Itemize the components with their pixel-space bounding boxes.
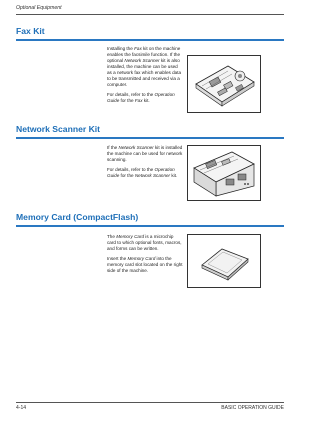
header-rule: [16, 14, 284, 15]
footer-guide-title: BASIC OPERATION GUIDE: [221, 405, 284, 411]
network-scanner-board-icon: [187, 145, 261, 201]
fax-kit-board-icon: [187, 55, 261, 113]
footer-page-number: 4-14: [16, 405, 27, 411]
running-header: Optional Equipment: [16, 5, 62, 11]
footer-rule: [16, 402, 284, 403]
section-title-fax-kit: Fax Kit: [16, 26, 45, 36]
memory-card-paragraph-1: The Memory Card is a microchip card to which optional fonts, macros, and forms can be written.: [107, 234, 182, 251]
network-scanner-paragraph-1: If the Network Scanner kit is installed the machine can be used for network scanning.: [107, 145, 183, 162]
fax-kit-paragraph-1: Installing the Fax kit on the machine enables the facsimile function. If the optional Network Scanner kit is also installed, the machine can be used as a network fax which enables data to be transmitted and received via a computer.: [107, 46, 182, 87]
section-title-network-scanner-kit: Network Scanner Kit: [16, 124, 101, 134]
compactflash-card-icon: [187, 234, 261, 288]
section-rule-memory-card: [16, 225, 284, 227]
section-rule-fax-kit: [16, 39, 284, 41]
section-rule-network-scanner-kit: [16, 137, 284, 139]
section-title-memory-card: Memory Card (CompactFlash): [16, 212, 139, 222]
network-scanner-text: [107, 145, 183, 184]
fax-kit-text: [107, 46, 183, 109]
memory-card-text: [107, 234, 183, 279]
fax-kit-paragraph-2: For details, refer to the Operation Guide for the Fax kit.: [107, 92, 175, 104]
memory-card-paragraph-2: Insert the Memory Card into the memory card slot located on the right side of the machine.: [107, 256, 183, 274]
network-scanner-paragraph-2: For details, refer to the Operation Guide for the Network Scanner kit.: [107, 167, 178, 179]
